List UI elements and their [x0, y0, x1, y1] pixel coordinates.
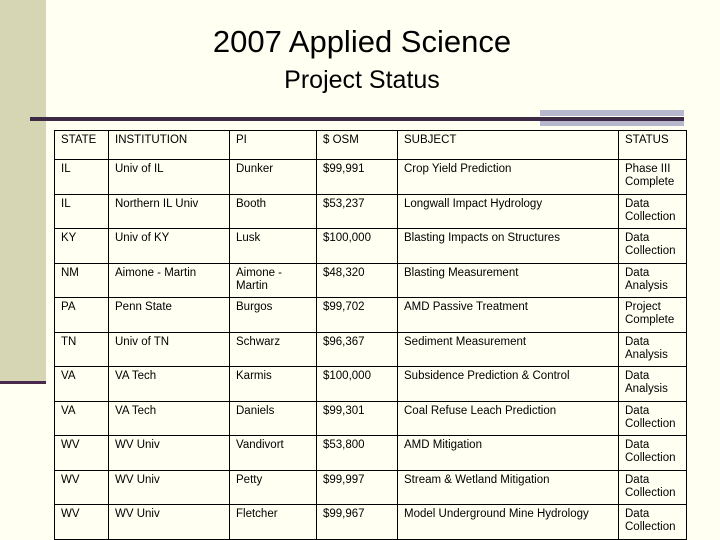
cell-institution: Aimone - Martin [109, 263, 230, 298]
cell-state: PA [55, 298, 109, 333]
cell-status: Data Analysis [619, 263, 687, 298]
cell-institution: VA Tech [109, 401, 230, 436]
slide-subtitle: Project Status [284, 66, 440, 94]
cell-state: NM [55, 263, 109, 298]
left-decorative-line [0, 381, 46, 384]
cell-institution: Univ of TN [109, 332, 230, 367]
slide-title: 2007 Applied Science [212, 24, 512, 59]
cell-osm: $100,000 [317, 367, 398, 402]
cell-state: WV [55, 436, 109, 471]
cell-institution: Univ of KY [109, 229, 230, 264]
table-row [55, 298, 687, 333]
cell-osm: $48,320 [317, 263, 398, 298]
cell-osm: $99,967 [317, 505, 398, 540]
cell-pi: Dunker [230, 160, 317, 195]
cell-institution: Univ of IL [109, 160, 230, 195]
header-subject: SUBJECT [398, 131, 619, 160]
cell-status: Data Collection [619, 505, 687, 540]
cell-pi: Fletcher [230, 505, 317, 540]
cell-subject: Longwall Impact Hydrology [398, 194, 619, 229]
table-row [55, 160, 687, 195]
table-row [55, 332, 687, 367]
header-status: STATUS [619, 131, 687, 160]
cell-subject: Coal Refuse Leach Prediction [398, 401, 619, 436]
cell-pi: Aimone - Martin [230, 263, 317, 298]
cell-pi: Lusk [230, 229, 317, 264]
cell-osm: $53,237 [317, 194, 398, 229]
cell-institution: VA Tech [109, 367, 230, 402]
cell-status: Data Analysis [619, 332, 687, 367]
cell-pi: Daniels [230, 401, 317, 436]
cell-status: Data Analysis [619, 367, 687, 402]
header-institution: INSTITUTION [109, 131, 230, 160]
cell-pi: Petty [230, 470, 317, 505]
cell-status: Data Collection [619, 194, 687, 229]
cell-state: KY [55, 229, 109, 264]
cell-pi: Karmis [230, 367, 317, 402]
cell-subject: Model Underground Mine Hydrology [398, 505, 619, 540]
header-pi: PI [230, 131, 317, 160]
cell-subject: Blasting Measurement [398, 263, 619, 298]
table-row [55, 194, 687, 229]
cell-institution: Northern IL Univ [109, 194, 230, 229]
cell-status: Data Collection [619, 470, 687, 505]
cell-subject: Crop Yield Prediction [398, 160, 619, 195]
cell-subject: Subsidence Prediction & Control [398, 367, 619, 402]
cell-subject: Sediment Measurement [398, 332, 619, 367]
cell-state: WV [55, 470, 109, 505]
table-row [55, 505, 687, 540]
cell-institution: WV Univ [109, 505, 230, 540]
cell-osm: $53,800 [317, 436, 398, 471]
cell-state: VA [55, 401, 109, 436]
header-state: STATE [55, 131, 109, 160]
cell-state: IL [55, 160, 109, 195]
title-rule-accent-lower [560, 121, 684, 125]
cell-institution: Penn State [109, 298, 230, 333]
cell-status: Phase III Complete [619, 160, 687, 195]
cell-status: Data Collection [619, 436, 687, 471]
table-header-row [55, 131, 687, 160]
cell-osm: $100,000 [317, 229, 398, 264]
cell-state: IL [55, 194, 109, 229]
table-row [55, 229, 687, 264]
header-osm: $ OSM [317, 131, 398, 160]
table-row [55, 367, 687, 402]
cell-pi: Booth [230, 194, 317, 229]
title-rule [30, 117, 684, 121]
cell-status: Data Collection [619, 401, 687, 436]
cell-status: Project Complete [619, 298, 687, 333]
cell-osm: $99,991 [317, 160, 398, 195]
table-row [55, 401, 687, 436]
cell-pi: Schwarz [230, 332, 317, 367]
cell-state: TN [55, 332, 109, 367]
project-status-table [54, 130, 687, 540]
cell-osm: $99,997 [317, 470, 398, 505]
cell-osm: $99,301 [317, 401, 398, 436]
cell-state: VA [55, 367, 109, 402]
cell-subject: Stream & Wetland Mitigation [398, 470, 619, 505]
cell-subject: Blasting Impacts on Structures [398, 229, 619, 264]
cell-pi: Vandivort [230, 436, 317, 471]
cell-institution: WV Univ [109, 470, 230, 505]
cell-state: WV [55, 505, 109, 540]
table-row [55, 263, 687, 298]
cell-subject: AMD Mitigation [398, 436, 619, 471]
cell-osm: $96,367 [317, 332, 398, 367]
cell-osm: $99,702 [317, 298, 398, 333]
table-row [55, 436, 687, 471]
cell-pi: Burgos [230, 298, 317, 333]
cell-status: Data Collection [619, 229, 687, 264]
table-row [55, 470, 687, 505]
cell-institution: WV Univ [109, 436, 230, 471]
cell-subject: AMD Passive Treatment [398, 298, 619, 333]
